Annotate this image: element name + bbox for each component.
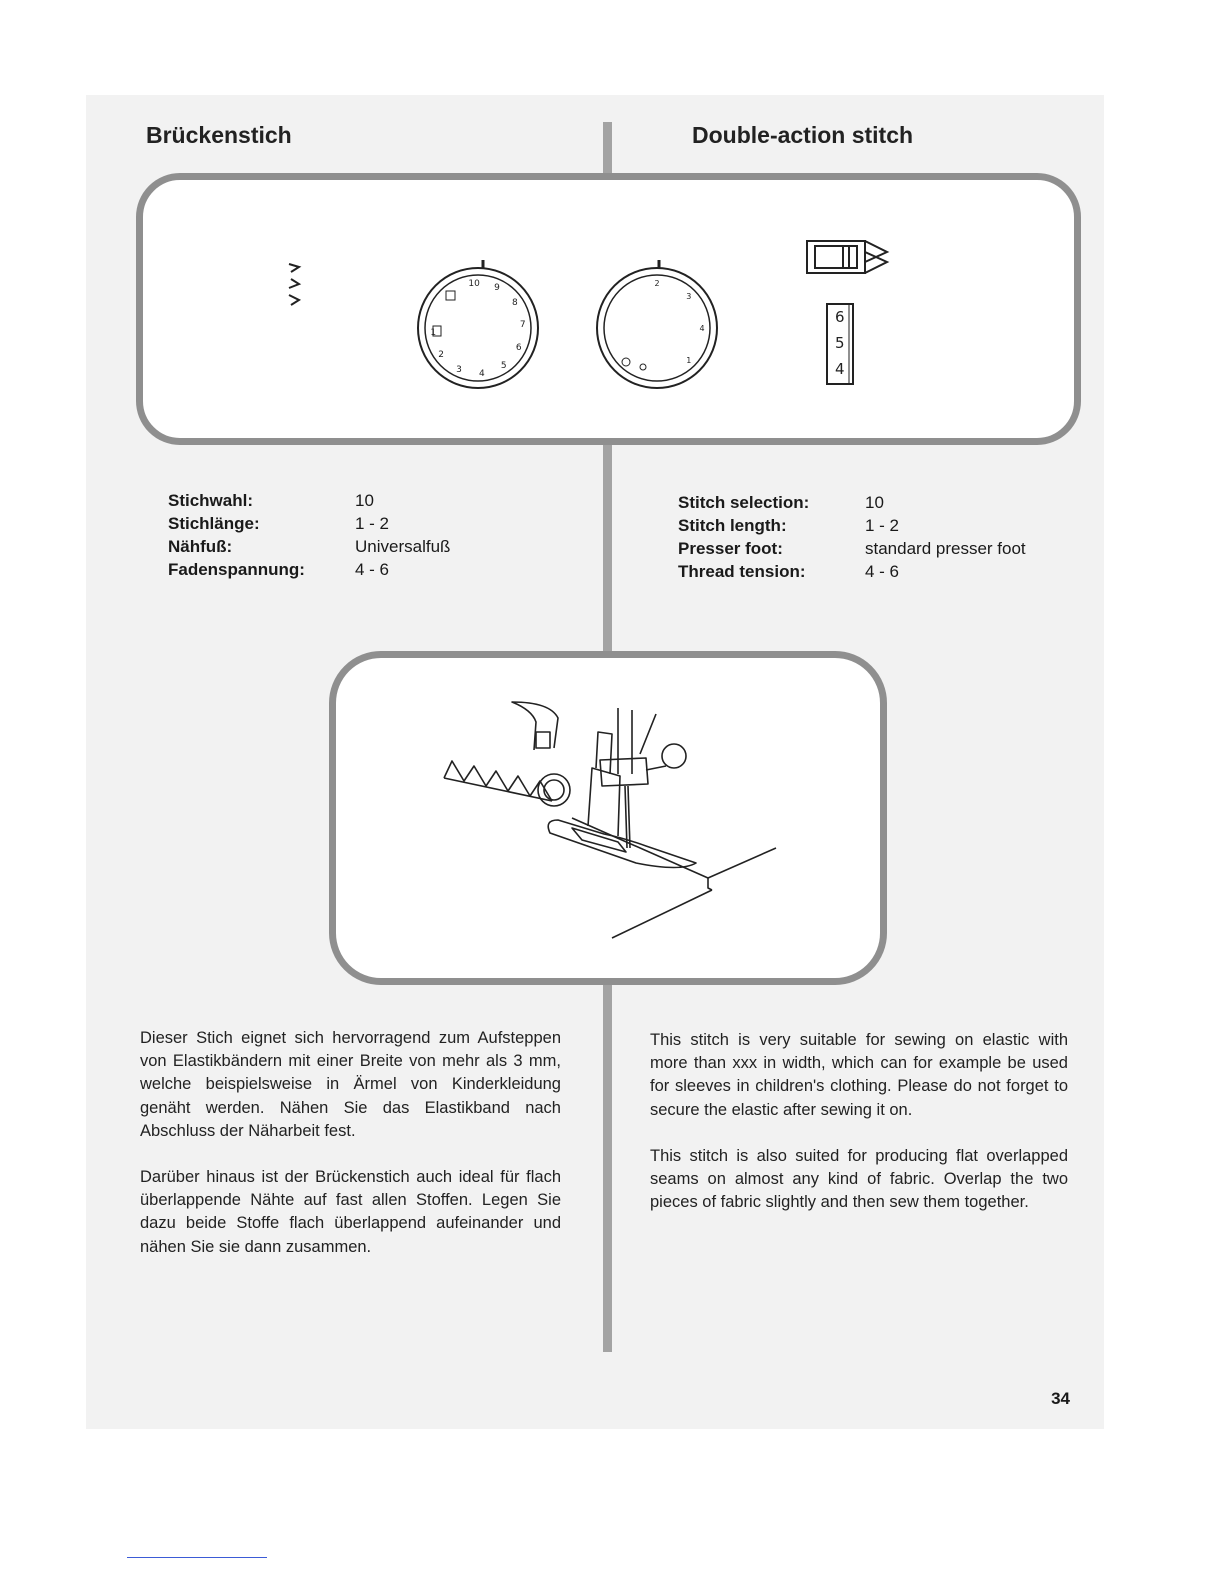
setting-value: 10 [355,491,374,510]
setting-label: Stichwahl: [168,491,254,510]
description-german [140,1027,561,1282]
dial-number: 1 [686,355,692,365]
settings-row [168,558,450,581]
link-underline [127,1557,267,1558]
sewing-illustration-panel [329,651,887,985]
tension-number: 4 [835,360,845,378]
setting-value: 4 - 6 [355,560,390,579]
setting-value: 4 - 6 [865,562,900,581]
settings-list-german [168,489,450,581]
paragraph: This stitch is very suitable for sewing on elastic with more than xxx in width, which can for example be used for sleeves in children's clothing. Please do not forget to secure the elastic after sewing it on. [650,1031,1068,1119]
paragraph: This stitch is also suited for producing flat overlapped seams on almost any kind of fabric. Overlap the two pieces of fabric slightly and then sew them together. [650,1146,1068,1212]
paragraph: Dieser Stich eignet sich hervorragend zum Aufsteppen von Elastikbändern mit einer Breite von mehr als 3 mm, welche beispielsweise in Ärmel von Kinderkleidung genäht werden. Nähen Sie das Elastikband nach Abschluss der Näharbeit fest. [140,1029,561,1140]
setting-value: 1 - 2 [865,516,900,535]
settings-row [168,512,450,535]
title-german: Brückenstich [146,122,292,148]
title-english: Double-action stitch [692,122,914,148]
setting-label: Nähfuß: [168,537,233,556]
setting-label: Stitch selection: [678,493,810,512]
dial-number: 2 [438,349,444,360]
dial-number: 3 [686,292,692,302]
setting-value: 1 - 2 [355,514,390,533]
setting-value: Universalfuß [355,537,451,556]
column-divider-top [603,122,612,177]
settings-dial-panel [136,173,1081,445]
setting-label: Presser foot: [678,539,783,558]
stitch-selector-dial [418,260,538,388]
description-english [650,1029,1068,1237]
setting-label: Stichlänge: [168,514,260,533]
page-number: 34 [1051,1389,1070,1408]
dial-number: 10 [468,279,480,290]
tension-number: 6 [835,308,845,326]
dial-number: 5 [500,360,507,371]
setting-value: standard presser foot [865,539,1026,558]
settings-row [678,514,1026,537]
stitch-pattern-icon [289,264,299,305]
presser-foot-sewing-illustration [336,658,880,978]
dial-number: 4 [699,324,705,333]
dial-number: 4 [479,368,485,379]
dial-number: 2 [654,279,660,288]
thread-tension-scale [827,304,853,384]
settings-list-english [678,491,1026,583]
setting-label: Stitch length: [678,516,787,535]
settings-row [678,560,1026,583]
column-divider-middle [603,444,612,654]
column-divider-bottom [603,980,612,1352]
settings-row [678,537,1026,560]
dial-number: 9 [494,283,500,294]
setting-value: 10 [865,493,884,512]
dial-number: 6 [515,343,522,353]
paragraph: Darüber hinaus ist der Brückenstich auch ideal für flach überlappende Nähte auf fast allen Stoffen. Legen Sie dazu beide Stoffe flach überlappend aufeinander und nähen Sie sie dann zusammen. [140,1168,561,1256]
settings-row [168,489,450,512]
dial-number: 7 [519,320,526,331]
settings-row [168,535,450,558]
dial-number: 3 [456,364,462,375]
dial-number: 8 [512,298,518,309]
stitch-length-dial [597,260,717,388]
dial-number: 1 [430,327,437,338]
settings-row [678,491,1026,514]
tension-number: 5 [835,334,845,352]
presser-foot-icon [807,241,887,273]
settings-dials-illustration [143,180,1074,438]
setting-label: Fadenspannung: [168,560,305,579]
setting-label: Thread tension: [678,562,806,581]
